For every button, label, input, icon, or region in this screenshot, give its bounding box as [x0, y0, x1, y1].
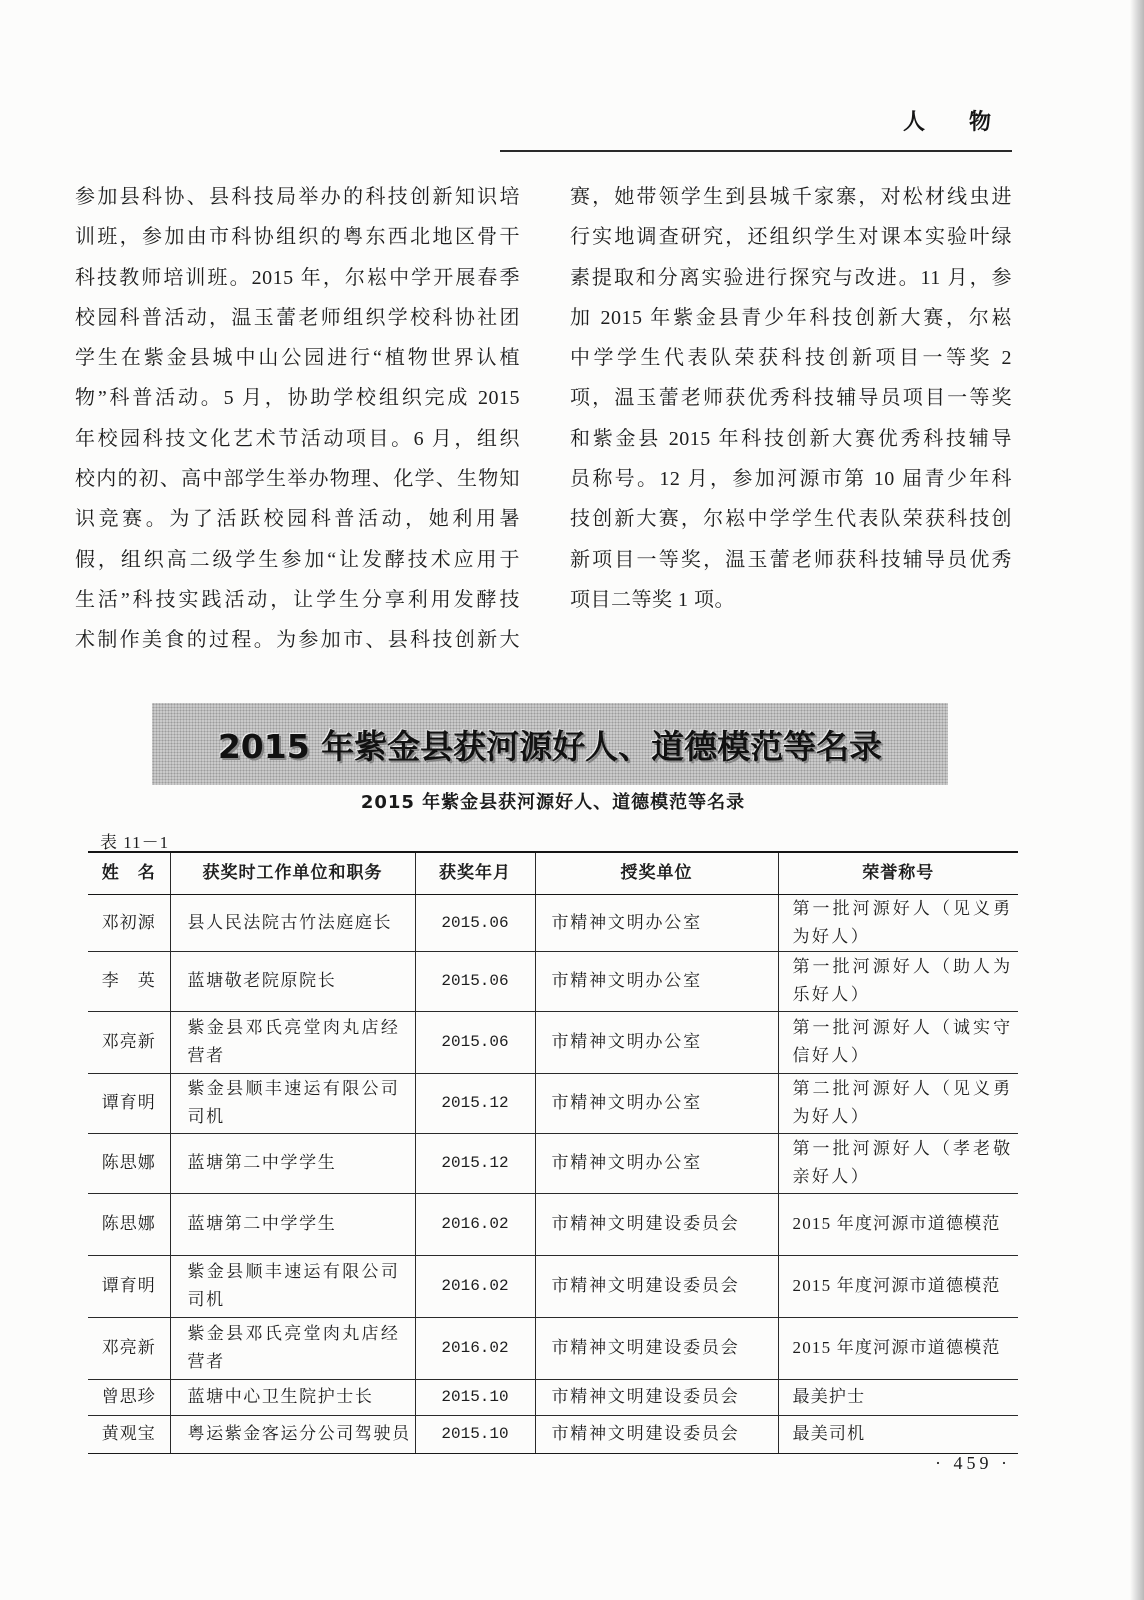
left-column-line: 识竞赛。为了活跃校园科普活动，她利用暑 [75, 508, 520, 531]
awards-table [88, 851, 1018, 1454]
honor-text: 第一批河源好人（见义勇为好人） [792, 898, 1013, 946]
name-cell: 陈思娜 [88, 1193, 170, 1255]
table-row [88, 1193, 1018, 1255]
date-cell: 2016.02 [415, 1193, 535, 1255]
unit-text: 紫金县邓氏亮堂肉丸店经营者 [187, 1324, 400, 1371]
honor-cell [778, 894, 1018, 951]
left-column-line: 科技教师培训班。2015 年，尔崧中学开展春季 [75, 266, 520, 289]
issuer-cell: 市精神文明办公室 [535, 951, 778, 1011]
right-column-line: 中学学生代表队荣获科技创新项目一等奖 2 [570, 347, 1012, 370]
left-column-line: 术制作美食的过程。为参加市、县科技创新大 [75, 629, 520, 652]
column-header-honor: 荣誉称号 [778, 852, 1018, 894]
date-cell: 2015.06 [415, 894, 535, 951]
honor-cell [778, 1133, 1018, 1193]
honor-text: 第一批河源好人（孝老敬亲好人） [792, 1139, 1013, 1186]
unit-cell [170, 1415, 415, 1453]
honor-cell [778, 1415, 1018, 1453]
date-cell: 2015.12 [415, 1073, 535, 1133]
unit-cell [170, 1011, 415, 1073]
table-row [88, 1133, 1018, 1193]
issuer-cell: 市精神文明建设委员会 [535, 1255, 778, 1317]
left-column-line: 训班，参加由市科协组织的粤东西北地区骨干 [75, 226, 520, 249]
unit-text: 蓝塘敬老院原院长 [187, 971, 337, 990]
running-head: 人 物 [903, 110, 992, 135]
section-title: 2015 年紫金县获河源好人、道德模范等名录 [217, 726, 883, 766]
scan-page-edge [1130, 0, 1144, 1600]
name-cell: 曾思珍 [88, 1379, 170, 1415]
column-header-date: 获奖年月 [415, 852, 535, 894]
column-header-unit: 获奖时工作单位和职务 [170, 852, 415, 894]
table-row [88, 1317, 1018, 1379]
date-cell: 2015.10 [415, 1379, 535, 1415]
unit-text: 紫金县邓氏亮堂肉丸店经营者 [187, 1018, 400, 1065]
column-header-name: 姓 名 [88, 852, 170, 894]
table-row [88, 894, 1018, 951]
right-column-line: 新项目一等奖，温玉蕾老师获科技辅导员优秀 [570, 548, 1012, 571]
unit-cell [170, 1317, 415, 1379]
honor-cell [778, 1379, 1018, 1415]
table-header-row [88, 852, 1018, 894]
date-cell: 2015.06 [415, 1011, 535, 1073]
unit-cell [170, 1133, 415, 1193]
right-column-line: 项，温玉蕾老师获优秀科技辅导员项目一等奖 [570, 387, 1012, 410]
date-cell: 2016.02 [415, 1255, 535, 1317]
right-column-line: 行实地调查研究，还组织学生对课本实验叶绿 [570, 226, 1012, 249]
unit-text: 蓝塘中心卫生院护士长 [187, 1387, 374, 1406]
honor-cell [778, 951, 1018, 1011]
issuer-cell: 市精神文明办公室 [535, 1011, 778, 1073]
right-column-line: 员称号。12 月，参加河源市第 10 届青少年科 [570, 468, 1012, 491]
issuer-cell: 市精神文明建设委员会 [535, 1317, 778, 1379]
unit-text: 紫金县顺丰速运有限公司司机 [187, 1262, 400, 1309]
left-column-line: 年校园科技文化艺术节活动项目。6 月，组织 [75, 427, 520, 450]
honor-text: 第二批河源好人（见义勇为好人） [792, 1079, 1013, 1126]
article-left-column [75, 177, 520, 661]
unit-cell [170, 951, 415, 1011]
honor-cell [778, 1073, 1018, 1133]
honor-cell [778, 1317, 1018, 1379]
name-cell: 谭育明 [88, 1255, 170, 1317]
left-column-line: 生活”科技实践活动，让学生分享利用发酵技 [75, 588, 520, 611]
issuer-cell: 市精神文明办公室 [535, 1073, 778, 1133]
table-row [88, 951, 1018, 1011]
right-column-line: 技创新大赛，尔崧中学学生代表队荣获科技创 [570, 508, 1012, 531]
issuer-cell: 市精神文明建设委员会 [535, 1193, 778, 1255]
left-column-line: 物”科普活动。5 月，协助学校组织完成 2015 [75, 387, 520, 410]
name-cell: 邓亮新 [88, 1317, 170, 1379]
unit-cell [170, 894, 415, 951]
left-column-line: 假，组织高二级学生参加“让发酵技术应用于 [75, 548, 520, 571]
unit-text: 县人民法院古竹法庭庭长 [187, 912, 393, 932]
issuer-cell: 市精神文明建设委员会 [535, 1415, 778, 1453]
date-cell: 2016.02 [415, 1317, 535, 1379]
date-cell: 2015.10 [415, 1415, 535, 1453]
name-cell: 邓亮新 [88, 1011, 170, 1073]
unit-cell [170, 1255, 415, 1317]
header-rule [500, 150, 1012, 152]
honor-text: 最美护士 [792, 1387, 866, 1406]
unit-cell [170, 1073, 415, 1133]
right-column-line: 素提取和分离实验进行探究与改进。11 月，参 [570, 266, 1012, 289]
right-column-line: 和紫金县 2015 年科技创新大赛优秀科技辅导 [570, 427, 1012, 450]
article-right-column [570, 177, 1012, 620]
column-header-issuer: 授奖单位 [535, 852, 778, 894]
left-column-line: 参加县科协、县科技局举办的科技创新知识培 [75, 186, 520, 208]
table-caption: 2015 年紫金县获河源好人、道德模范等名录 [360, 792, 746, 813]
honor-text: 第一批河源好人（助人为乐好人） [792, 957, 1013, 1004]
left-column-line: 学生在紫金县城中山公园进行“植物世界认植 [75, 347, 520, 370]
date-cell: 2015.12 [415, 1133, 535, 1193]
honor-cell [778, 1011, 1018, 1073]
name-cell: 谭育明 [88, 1073, 170, 1133]
honor-text: 第一批河源好人（诚实守信好人） [792, 1018, 1013, 1065]
right-column-line: 加 2015 年紫金县青少年科技创新大赛，尔崧 [570, 306, 1012, 329]
honor-cell [778, 1255, 1018, 1317]
unit-text: 蓝塘第二中学学生 [187, 1214, 337, 1233]
unit-text: 蓝塘第二中学学生 [187, 1153, 337, 1172]
issuer-cell: 市精神文明办公室 [535, 1133, 778, 1193]
unit-text: 粤运紫金客运分公司驾驶员 [187, 1424, 411, 1443]
right-column-line: 赛，她带领学生到县城千家寨，对松材线虫进 [570, 186, 1012, 208]
honor-text: 2015 年度河源市道德模范 [792, 1214, 1001, 1233]
table-row [88, 1379, 1018, 1415]
table-number: 表 11－1 [100, 833, 170, 852]
date-cell: 2015.06 [415, 951, 535, 1011]
name-cell: 李 英 [88, 951, 170, 1011]
left-column-line: 校内的初、高中部学生举办物理、化学、生物知 [75, 468, 520, 491]
unit-cell [170, 1193, 415, 1255]
unit-cell [170, 1379, 415, 1415]
page-number: · 459 · [935, 1453, 1011, 1473]
issuer-cell: 市精神文明办公室 [535, 894, 778, 951]
name-cell: 陈思娜 [88, 1133, 170, 1193]
section-banner [152, 703, 948, 785]
honor-text: 2015 年度河源市道德模范 [792, 1338, 1001, 1357]
honor-text: 最美司机 [792, 1424, 866, 1443]
honor-text: 2015 年度河源市道德模范 [792, 1276, 1001, 1295]
table-row [88, 1073, 1018, 1133]
issuer-cell: 市精神文明建设委员会 [535, 1379, 778, 1415]
table-row [88, 1011, 1018, 1073]
name-cell: 邓初源 [88, 894, 170, 951]
name-cell: 黄观宝 [88, 1415, 170, 1453]
honor-cell [778, 1193, 1018, 1255]
table-row [88, 1415, 1018, 1453]
table-row [88, 1255, 1018, 1317]
right-column-line: 项目二等奖 1 项。 [570, 588, 735, 611]
unit-text: 紫金县顺丰速运有限公司司机 [187, 1079, 400, 1126]
left-column-line: 校园科普活动，温玉蕾老师组织学校科协社团 [75, 306, 520, 329]
